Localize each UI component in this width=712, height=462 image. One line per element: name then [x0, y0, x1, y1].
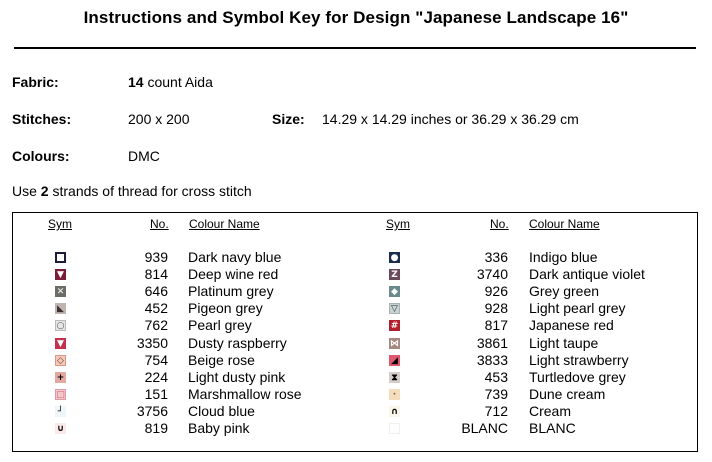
- cup-icon: ∪: [56, 424, 65, 434]
- colours-label: Colours:: [12, 148, 70, 164]
- colour-name: Light dusty pink: [188, 368, 286, 385]
- key-row: [0, 420, 712, 437]
- arch-icon: ∩: [390, 406, 399, 417]
- colour-name: Japanese red: [529, 317, 614, 334]
- dmc-number: 452: [144, 300, 168, 317]
- hourglass-icon: ⧗: [389, 372, 400, 383]
- corner-bracket-icon: ┘: [55, 406, 66, 417]
- fabric-count: 14: [128, 74, 144, 90]
- diamond-icon: ◇: [55, 355, 66, 366]
- size-value: 14.29 x 14.29 inches or 36.29 x 36.29 cm: [322, 111, 579, 127]
- blank-icon: [389, 423, 400, 434]
- corner-triangle-icon: ◣: [55, 303, 66, 314]
- colour-name: Indigo blue: [529, 249, 598, 265]
- circle-icon: ●: [390, 253, 399, 263]
- dmc-number: 151: [144, 385, 168, 402]
- dmc-number: 939: [144, 249, 168, 265]
- colour-name: Light strawberry: [529, 351, 629, 368]
- strands-instruction: [12, 183, 252, 199]
- dmc-number: 3861: [476, 334, 508, 351]
- header-name-left: Colour Name: [189, 217, 260, 231]
- dmc-number: BLANC: [461, 420, 508, 436]
- header-sym-right: Sym: [386, 217, 410, 231]
- key-row: [0, 249, 712, 266]
- page-title: Instructions and Symbol Key for Design "Japanese Landscape 16": [83, 8, 629, 27]
- colour-name: Pearl grey: [188, 317, 252, 334]
- stitches-value: 200 x 200: [128, 111, 190, 127]
- colour-name: Cloud blue: [188, 402, 255, 419]
- dmc-number: 3756: [136, 402, 168, 419]
- down-triangle-icon: ▼: [55, 269, 66, 280]
- colour-name: Dusty raspberry: [188, 334, 287, 351]
- key-row: [0, 386, 712, 403]
- colour-name: Platinum grey: [188, 283, 274, 300]
- dmc-number: 926: [484, 283, 508, 300]
- key-row: [0, 266, 712, 283]
- colour-name: Baby pink: [188, 420, 250, 436]
- header-no-right: No.: [490, 217, 509, 231]
- key-row: [0, 317, 712, 334]
- dmc-number: 3740: [476, 266, 508, 283]
- size-label: Size:: [272, 111, 305, 127]
- fabric-value: [128, 74, 213, 90]
- colour-name: Deep wine red: [188, 266, 279, 283]
- dmc-number: 453: [484, 368, 508, 385]
- colour-name: Beige rose: [188, 351, 255, 368]
- down-triangle-icon: ▼: [55, 338, 66, 349]
- header-no-left: No.: [150, 217, 169, 231]
- colour-name: Light pearl grey: [529, 300, 626, 317]
- title-divider: [14, 47, 696, 49]
- dmc-number: 3350: [136, 334, 168, 351]
- colour-name: Turtledove grey: [529, 368, 626, 385]
- colour-name: Light taupe: [529, 334, 599, 351]
- dmc-number: 814: [144, 266, 168, 283]
- hash-icon: #: [390, 321, 399, 332]
- z-letter-icon: Z: [389, 269, 400, 280]
- x-mark-icon: ✕: [56, 287, 65, 298]
- down-triangle-icon: ▽: [389, 303, 400, 314]
- plus-icon: +: [56, 372, 65, 383]
- strands-count: 2: [40, 183, 49, 199]
- dmc-number: 3833: [476, 351, 508, 368]
- colour-name: Dark antique violet: [529, 266, 645, 283]
- colours-value: DMC: [128, 148, 160, 164]
- colour-name: Dune cream: [529, 385, 606, 402]
- dmc-number: 754: [144, 351, 168, 368]
- strands-pre: Use: [12, 183, 41, 199]
- key-row: [0, 369, 712, 386]
- bowtie-icon: ⋈: [390, 338, 399, 349]
- stitches-label: Stitches:: [12, 111, 72, 127]
- dmc-number: 224: [144, 368, 168, 385]
- header-name-right: Colour Name: [529, 217, 600, 231]
- key-row: [0, 283, 712, 300]
- dmc-number: 928: [484, 300, 508, 317]
- header-sym-left: Sym: [48, 217, 72, 231]
- corner-triangle-icon: ◢: [389, 355, 400, 366]
- key-row: [0, 403, 712, 420]
- colour-name: BLANC: [529, 420, 576, 436]
- dmc-number: 646: [144, 283, 168, 300]
- dot-icon: ·: [389, 389, 400, 400]
- diamond-icon: ◆: [389, 286, 400, 297]
- dmc-number: 762: [144, 317, 168, 334]
- key-row: [0, 335, 712, 352]
- dmc-number: 712: [484, 402, 508, 419]
- colour-name: Grey green: [529, 283, 600, 300]
- colour-name: Cream: [529, 402, 572, 419]
- dmc-number: 739: [484, 385, 508, 402]
- dmc-number: 817: [484, 317, 508, 334]
- circle-icon: ○: [56, 321, 65, 332]
- key-row: [0, 300, 712, 317]
- key-row: [0, 352, 712, 369]
- dmc-number: 819: [144, 420, 168, 436]
- hollow-square-pink-icon: □: [56, 389, 65, 400]
- colour-name: Pigeon grey: [188, 300, 263, 317]
- strands-post: strands of thread for cross stitch: [48, 183, 252, 199]
- colour-name: Dark navy blue: [188, 249, 282, 265]
- colour-name: Marshmallow rose: [188, 385, 302, 402]
- fabric-type: count Aida: [143, 74, 213, 90]
- dmc-number: 336: [484, 249, 508, 265]
- fabric-label: Fabric:: [12, 74, 59, 90]
